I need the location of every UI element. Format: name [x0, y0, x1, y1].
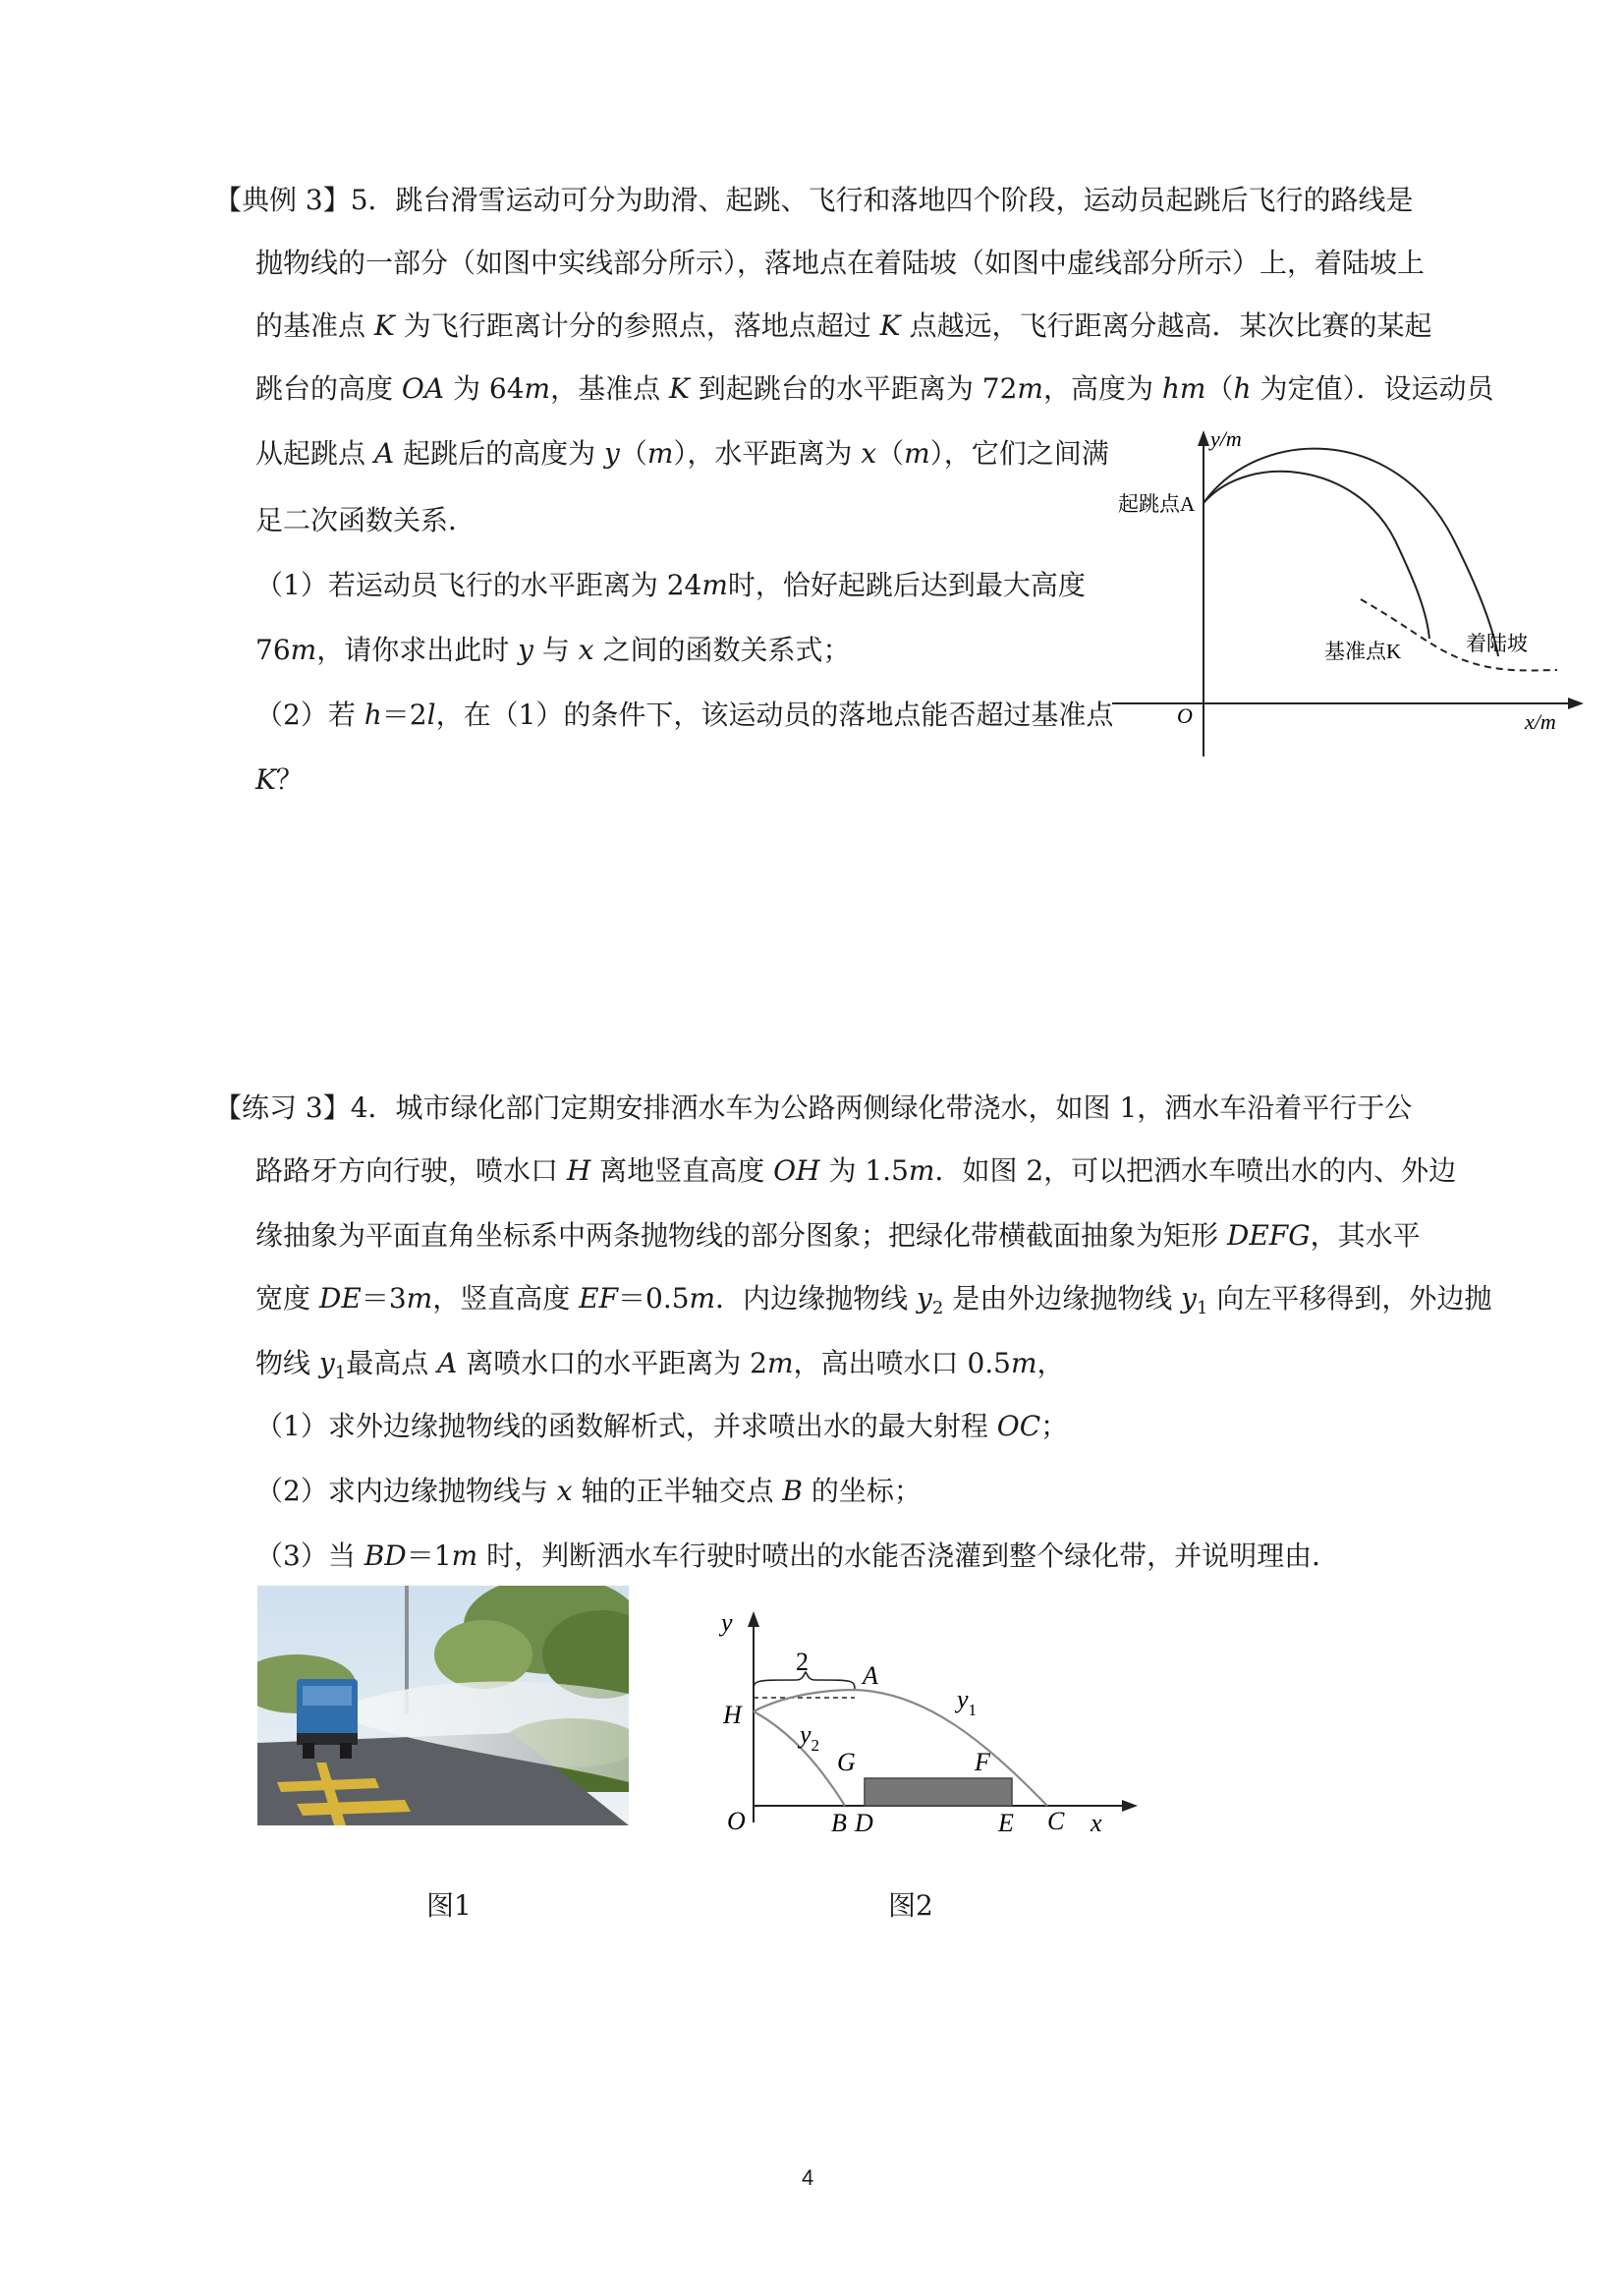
sprinkler-truck-photo	[257, 1586, 629, 1825]
practice3-question1: （1）求外边缘抛物线的函数解析式，并求喷出水的最大射程 OC；	[255, 1410, 1069, 1442]
y1-label: $y_1$	[957, 1685, 978, 1719]
trajectory-inner	[1203, 472, 1429, 639]
example3-question2: （2）若 h＝2l，在（1）的条件下，该运动员的落地点能否超过基准点	[255, 699, 1114, 731]
point-g-label: G	[837, 1748, 856, 1776]
point-e-label: E	[998, 1809, 1014, 1837]
sprinkler-photo-illustration	[257, 1586, 629, 1825]
y2-label: $y_2$	[800, 1720, 820, 1755]
example3-line2: 抛物线的一部分（如图中实线部分所示），落地点在着陆坡（如图中虚线部分所示）上，着陆坡上	[255, 247, 1426, 279]
point-d-label: D	[855, 1809, 873, 1837]
example3-question1-cont: 76m，请你求出此时 y 与 x 之间的函数关系式；	[255, 634, 851, 666]
practice3-line3: 缘抽象为平面直角坐标系中两条抛物线的部分图象；把绿化带横截面抽象为矩形 DEFG，其水平	[255, 1219, 1421, 1252]
point-f-label: F	[975, 1748, 990, 1776]
example3-line4: 跳台的高度 OA 为 64m，基准点 K 到起跳台的水平距离为 72m，高度为 hm（h 为定值）．设运动员	[255, 372, 1494, 405]
point-h-label: H	[723, 1701, 742, 1729]
y-axis-label: y	[721, 1608, 733, 1637]
point-c-label: C	[1047, 1807, 1065, 1835]
practice3-line4: 宽度 DE＝3m，竖直高度 EF＝0.5m．内边缘抛物线 $y_2$ 是由外边缘抛物线 $y_1$ 向左平移得到，外边抛	[255, 1282, 1492, 1318]
example3-line5: 从起跳点 A 起跳后的高度为 y（m），水平距离为 x（m），它们之间满	[255, 437, 1109, 470]
ski-jump-figure	[1100, 422, 1592, 766]
point-a-label: A	[863, 1661, 878, 1690]
practice3-question3: （3）当 BD＝1m 时，判断洒水车行驶时喷出的水能否浇灌到整个绿化带，并说明理由．	[255, 1540, 1340, 1572]
k-point-label: 基准点K	[1324, 640, 1402, 663]
y-axis-arrow	[748, 1611, 759, 1627]
x-axis-label: x	[1091, 1809, 1102, 1837]
point-b-label: B	[831, 1809, 847, 1837]
example3-question1: （1）若运动员飞行的水平距离为 24m时，恰好起跳后达到最大高度	[255, 569, 1086, 601]
page-number: 4	[802, 2165, 814, 2190]
practice3-line1: 【练习 3】4．城市绿化部门定期安排洒水车为公路两侧绿化带浇水，如图 1，洒水车沿着平行于公	[214, 1092, 1413, 1124]
example3-question2-cont: K？	[255, 763, 304, 796]
brace-label: 2	[796, 1648, 809, 1676]
practice3-question2: （2）求内边缘抛物线与 x 轴的正半轴交点 B 的坐标；	[255, 1475, 922, 1507]
figure2-caption: 图2	[888, 1889, 933, 1922]
practice-tag: 【练习 3】	[214, 1092, 351, 1124]
example3-line1: 【典例 3】5．跳台滑雪运动可分为助滑、起跳、飞行和落地四个阶段，运动员起跳后飞行的路线是	[214, 184, 1414, 216]
x-axis-arrow	[1568, 698, 1584, 709]
greenbelt-rectangle	[865, 1778, 1012, 1806]
x-axis-label: x/m	[1525, 709, 1556, 734]
y-axis-arrow	[1198, 430, 1209, 446]
example3-line3: 的基准点 K 为飞行距离计分的参照点，落地点超过 K 点越远，飞行距离分越高．某次比赛的某起	[255, 309, 1432, 342]
origin-label: O	[1177, 703, 1193, 728]
x-axis-arrow	[1122, 1800, 1138, 1812]
sprinkler-diagram	[698, 1601, 1159, 1847]
practice3-line2: 路路牙方向行驶，喷水口 H 离地竖直高度 OH 为 1.5m．如图 2，可以把洒水车喷出水的内、外边	[255, 1154, 1457, 1187]
trajectory-outer	[1203, 449, 1498, 656]
figure1-caption: 图1	[426, 1889, 472, 1922]
example3-line6: 足二次函数关系．	[255, 504, 476, 536]
slope-label: 着陆坡	[1466, 632, 1528, 655]
start-point-label: 起跳点A	[1118, 492, 1196, 516]
example-tag: 【典例 3】	[214, 184, 351, 216]
origin-label: O	[727, 1807, 746, 1835]
y-axis-label: y/m	[1210, 426, 1242, 451]
practice3-line5: 物线 $y_1$最高点 A 离喷水口的水平距离为 2m，高出喷水口 0.5m，	[255, 1347, 1065, 1383]
